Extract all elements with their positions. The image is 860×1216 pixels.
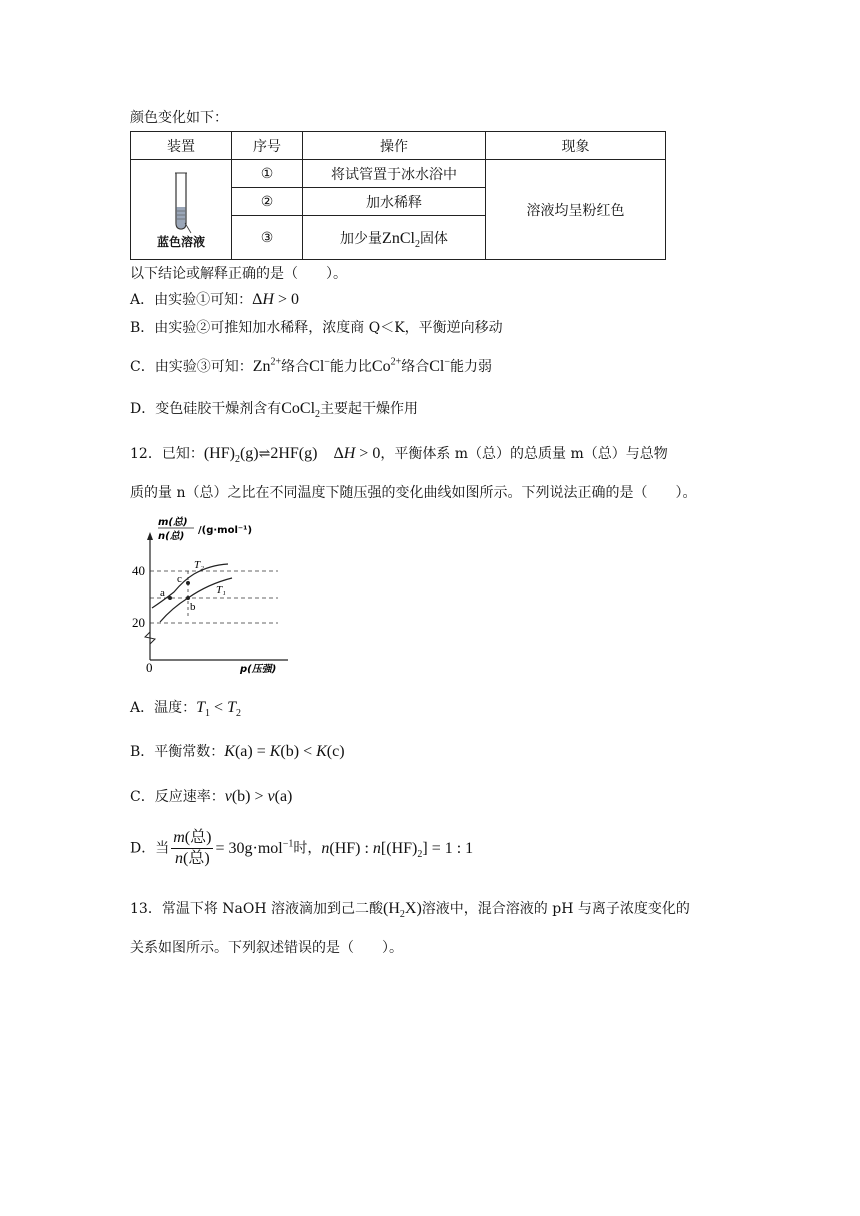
q11-c-mid3: 络合 (401, 359, 430, 375)
q13-line2: 关系如图所示。下列叙述错误的是（ ）。 (130, 940, 403, 956)
q11-option-b: B．由实验②可推知加水稀释，浓度商 Q＜K，平衡逆向移动 (130, 320, 503, 336)
label-t2: T₂ (194, 559, 204, 571)
q11-c-suffix: 能力弱 (449, 359, 492, 375)
header-operation: 操作 (303, 132, 486, 160)
q12-d-mid: 时， (293, 840, 322, 857)
x-label: p(压强) (240, 664, 277, 674)
intro-text: 颜色变化如下： (130, 110, 228, 126)
test-tube-icon (161, 171, 201, 235)
q12-d-fraction: $\frac{\text{m(总)}}{\text{n(总)}}$ (173, 829, 212, 867)
header-apparatus: 装置 (131, 132, 232, 160)
q12-chart (128, 512, 298, 674)
q12-c-prefix: C．反应速率： (130, 789, 225, 805)
q12-option-c (130, 787, 292, 807)
zn-ion: $Zn^{2+}$ (252, 356, 282, 375)
point-a (168, 596, 172, 600)
zncl2-formula: ZnCl$_2$ (382, 229, 420, 250)
row3-op-suffix: 固体 (419, 230, 448, 247)
q12-option-a (130, 698, 241, 718)
origin-label: 0 (146, 660, 153, 674)
q12-line1 (130, 444, 668, 465)
point-c (186, 581, 190, 585)
q11-option-a (130, 290, 299, 310)
q11-option-d (130, 399, 418, 419)
apparatus-cell (131, 160, 232, 260)
row3-op-prefix: 加少量 (340, 230, 383, 247)
q12-stem-tail: ，平衡体系 m（总）的总质量 m（总）与总物 (380, 446, 668, 462)
phenomenon-cell: 溶液均呈粉红色 (486, 160, 666, 260)
q13-line1-suffix: 溶液中，混合溶液的 pH 与离子浓度变化的 (421, 901, 690, 917)
q13-line1 (130, 899, 690, 919)
q12-option-d (130, 828, 473, 869)
label-t1: T₁ (216, 584, 226, 596)
row2-operation: 加水稀释 (303, 188, 486, 216)
point-b (186, 596, 190, 600)
q12-a-formula: $T_1 < T_2$ (196, 699, 241, 720)
row1-operation: 将试管置于冰水浴中 (303, 160, 486, 188)
q12-a-prefix: A．温度： (130, 700, 197, 716)
q12-option-b (130, 742, 345, 762)
y-axis-arrow (147, 532, 153, 540)
label-c: c (177, 573, 182, 585)
q12-d-ratio: n(HF) : $n[(HF)_2] = 1$ : 1 (321, 839, 474, 860)
q11-d-suffix: 主要起干燥作用 (320, 401, 419, 417)
label-a: a (160, 587, 165, 599)
q12-d-value: = 30g·mol$^{-1}$ (215, 838, 294, 857)
y-label-num: m(总) (158, 517, 188, 528)
q12-c-formula: v(b) > v(a) (224, 788, 293, 805)
h2x-formula: $(H_2X)$ (383, 900, 422, 921)
q11-a-formula: ΔH > 0 (252, 291, 300, 308)
header-phenomenon: 现象 (486, 132, 666, 160)
q12-b-formula: K(a) = K(b) < K(c) (224, 743, 345, 760)
y-tick-20: 20 (132, 615, 145, 630)
cl-ion-2: Cl− (429, 356, 450, 375)
y-tick-40: 40 (132, 563, 145, 578)
q13-line1-prefix: 13．常温下将 NaOH 溶液滴加到己二酸 (130, 901, 383, 917)
q12-equation: $(HF)_2(g)\rightleftharpoons 2HF(g)$ ΔH > 0 (203, 445, 381, 466)
header-number: 序号 (232, 132, 303, 160)
q12-no: 12．已知： (130, 446, 204, 462)
q11-c-mid2: 能力比 (329, 359, 372, 375)
q11-c-prefix: C．由实验③可知： (130, 359, 253, 375)
cl-ion-1: Cl− (309, 356, 330, 375)
q11-d-prefix: D．变色硅胶干燥剂含有 (130, 401, 282, 417)
experiment-table (130, 131, 666, 260)
row1-number: ① (232, 160, 303, 188)
q11-a-prefix: A．由实验①可知： (130, 292, 253, 308)
q11-c-mid1: 络合 (281, 359, 310, 375)
apparatus-label: 蓝色溶液 (156, 234, 205, 249)
y-label-den: n(总) (158, 531, 185, 542)
co-ion: $Co^{2+}$ (371, 356, 402, 375)
q11-stem: 以下结论或解释正确的是（ ）。 (130, 266, 347, 282)
row3-number: ③ (232, 216, 303, 260)
label-b: b (190, 601, 196, 613)
row3-operation (303, 216, 486, 260)
cocl2-formula: CoCl$_2$ (281, 400, 321, 421)
q11-option-c (130, 357, 492, 377)
q12-b-prefix: B．平衡常数： (130, 744, 225, 760)
q12-d-prefix: D．当 (130, 840, 170, 857)
row2-number: ② (232, 188, 303, 216)
q12-line2: 质的量 n（总）之比在不同温度下随压强的变化曲线如图所示。下列说法正确的是（ ）。 (130, 485, 697, 501)
y-label-unit: /(g·mol⁻¹) (198, 525, 253, 536)
